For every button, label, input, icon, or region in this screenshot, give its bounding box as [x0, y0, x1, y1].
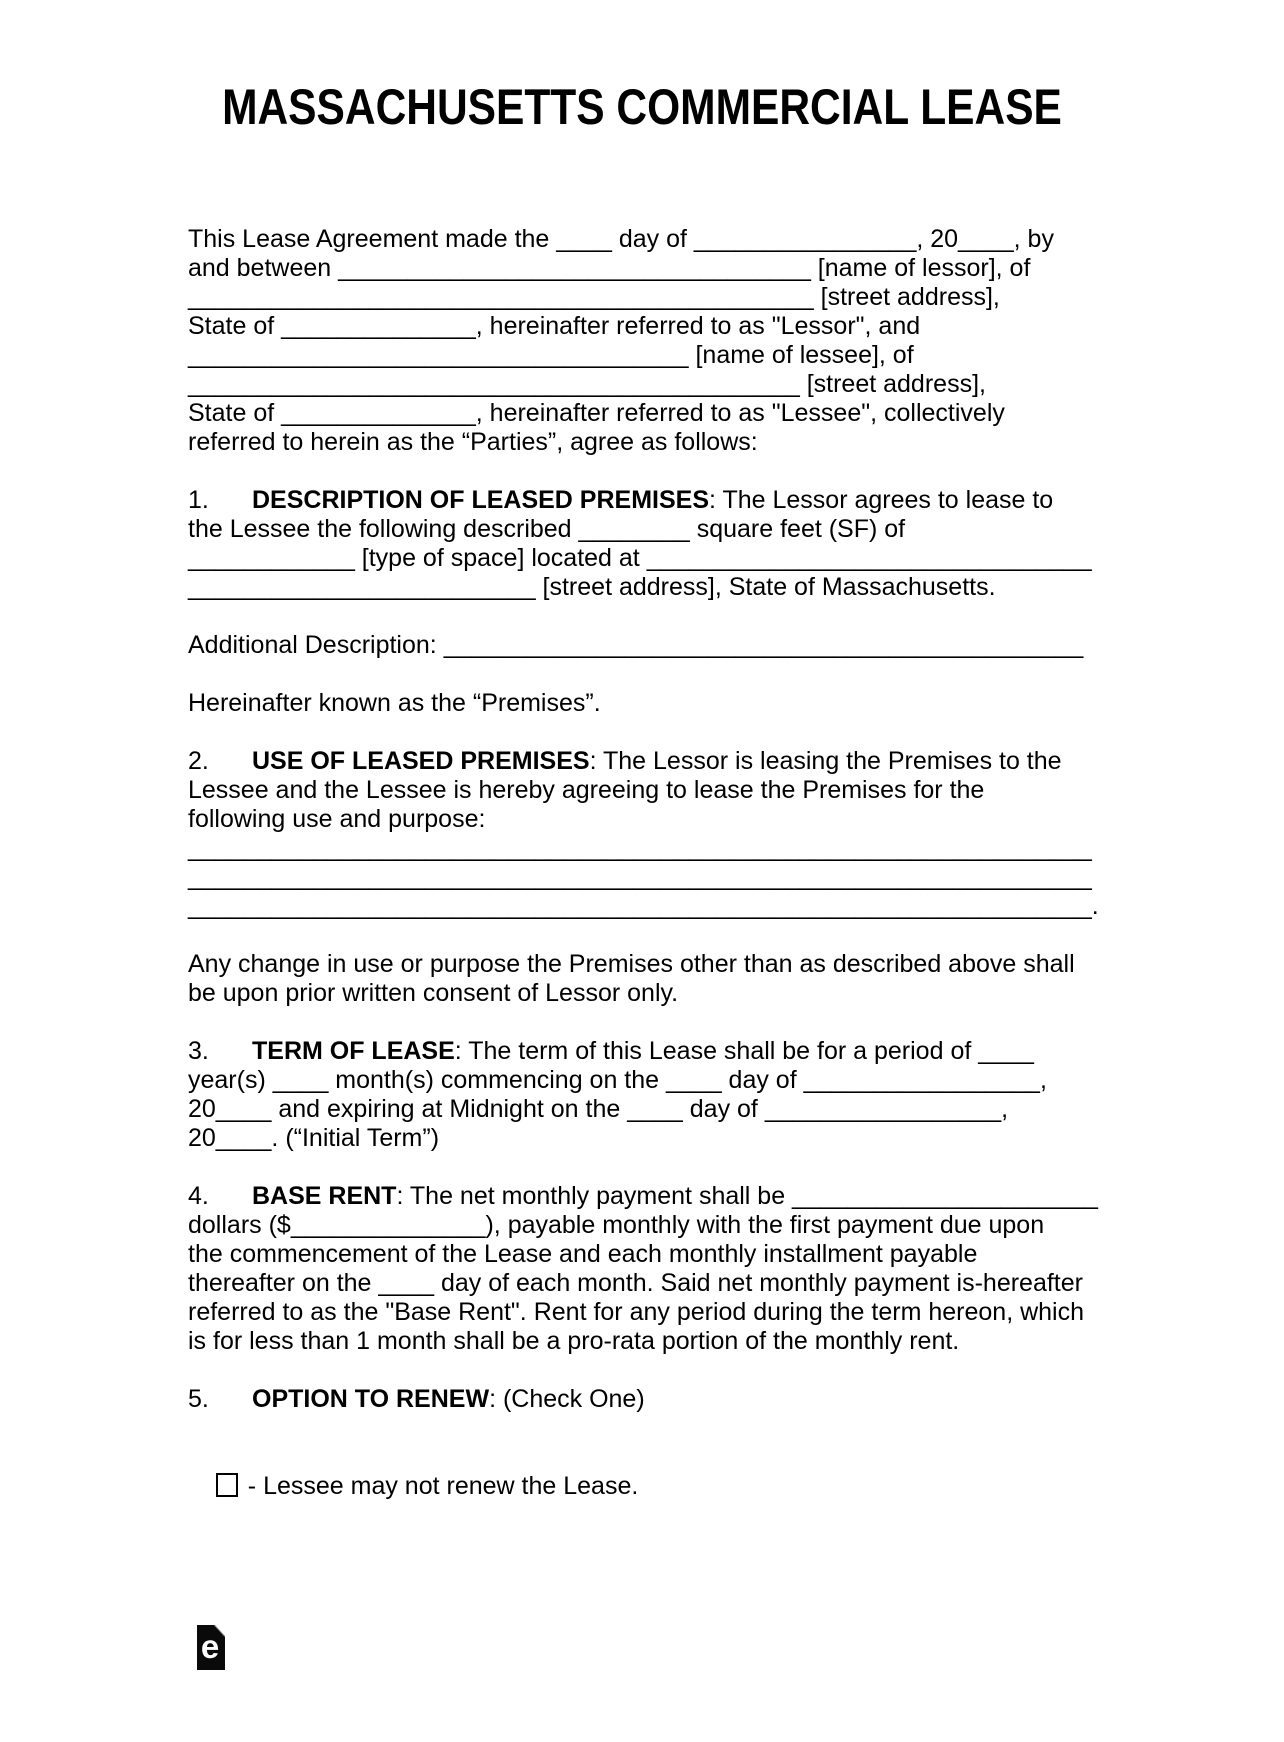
text-line: _________________________________________________________________. — [188, 892, 1099, 920]
section-2-heading: USE OF LEASED PREMISES — [252, 747, 590, 775]
document-page-icon — [197, 1625, 225, 1670]
section-1-body — [188, 515, 1104, 602]
text-line: and between __________________________________ [name of lessor], of — [188, 254, 1031, 282]
text-line: This Lease Agreement made the ____ day of ________________, 20____, by — [188, 225, 1054, 253]
text-line: referred to as the "Base Rent". Rent for any period during the term hereon, which — [188, 1298, 1085, 1326]
text-line: Additional Description: ______________________________________________ — [188, 631, 1084, 659]
text-line: _____________________________________________ [street address], — [188, 283, 1000, 311]
section-1-heading: DESCRIPTION OF LEASED PREMISES — [252, 486, 710, 514]
section-5-heading: OPTION TO RENEW — [252, 1385, 490, 1413]
additional-description — [188, 631, 1104, 660]
text-line: ____________________________________ [name of lessee], of — [188, 341, 914, 369]
section-3-heading: TERM OF LEASE — [252, 1037, 455, 1065]
section-5-number: 5. — [188, 1385, 209, 1413]
section-5-heading-suffix: : (Check One) — [489, 1385, 645, 1413]
text-line: the Lessee the following described ________ square feet (SF) of — [188, 515, 906, 543]
section-2-heading-suffix: : The Lessor is leasing the Premises to the — [589, 747, 1062, 775]
text-line: the commencement of the Lease and each monthly installment payable — [188, 1240, 978, 1268]
text-line: Any change in use or purpose the Premises other than as described above shall — [188, 950, 1075, 978]
text-line: State of ______________, hereinafter referred to as "Lessee", collectively — [188, 399, 1005, 427]
page-title: MASSACHUSETTS COMMERCIAL LEASE — [222, 79, 1062, 135]
text-line: Lessee and the Lessee is hereby agreeing to lease the Premises for the — [188, 776, 985, 804]
section-2-heading-line — [188, 747, 1104, 776]
section-4 — [188, 1182, 1104, 1356]
section-2-body — [188, 776, 1104, 921]
text-line: 20____ and expiring at Midnight on the ____ day of _________________, — [188, 1095, 1009, 1123]
text-line: _________________________________________________________________ — [188, 863, 1092, 891]
text-line: ____________________________________________ [street address], — [188, 370, 986, 398]
text-line: be upon prior written consent of Lessor only. — [188, 979, 679, 1007]
checkbox-unchecked-icon[interactable] — [216, 1473, 238, 1497]
section-3-heading-suffix: : The term of this Lease shall be for a period of ____ — [454, 1037, 1034, 1065]
section-4-heading-line — [188, 1182, 1104, 1211]
text-line: dollars ($______________), payable monthly with the first payment due upon — [188, 1211, 1045, 1239]
section-3-heading-line — [188, 1037, 1104, 1066]
text-line: year(s) ____ month(s) commencing on the ____ day of _________________, — [188, 1066, 1047, 1094]
section-1-heading-suffix: : The Lessor agrees to lease to — [709, 486, 1054, 514]
text-line: following use and purpose: — [188, 805, 486, 833]
section-2 — [188, 747, 1104, 921]
document-body — [188, 225, 1104, 1530]
section-2-number: 2. — [188, 747, 209, 775]
text-line: referred to herein as the “Parties”, agree as follows: — [188, 428, 758, 456]
section-3-number: 3. — [188, 1037, 209, 1065]
logo-letter: e — [200, 1628, 220, 1665]
text-line: ____________ [type of space] located at ________________________________ — [188, 544, 1092, 572]
use-change-note — [188, 950, 1104, 1008]
renew-option-none-row — [188, 1443, 1104, 1530]
text-line: thereafter on the ____ day of each month. Said net monthly payment is-hereafter — [188, 1269, 1083, 1297]
text-line: is for less than 1 month shall be a pro-rata portion of the monthly rent. — [188, 1327, 960, 1355]
section-1-number: 1. — [188, 486, 209, 514]
section-1-heading-line — [188, 486, 1104, 515]
eforms-logo — [197, 1625, 225, 1670]
section-1 — [188, 486, 1104, 602]
section-4-heading: BASE RENT — [252, 1182, 397, 1210]
section-4-heading-suffix: : The net monthly payment shall be ______________________ — [396, 1182, 1098, 1210]
premises-note — [188, 689, 1104, 718]
text-line: Hereinafter known as the “Premises”. — [188, 689, 601, 717]
section-3 — [188, 1037, 1104, 1153]
section-3-body — [188, 1066, 1104, 1153]
section-5-heading-line — [188, 1385, 1104, 1414]
text-line: State of ______________, hereinafter referred to as "Lessor", and — [188, 312, 921, 340]
text-line: _________________________________________________________________ — [188, 834, 1092, 862]
text-line: 20____. (“Initial Term”) — [188, 1124, 440, 1152]
text-line: _________________________ [street address], State of Massachusetts. — [188, 573, 996, 601]
section-4-number: 4. — [188, 1182, 209, 1210]
renew-option-none-label: - Lessee may not renew the Lease. — [247, 1472, 639, 1500]
intro-paragraph — [188, 225, 1104, 457]
section-5 — [188, 1385, 1104, 1414]
section-4-body — [188, 1211, 1104, 1356]
